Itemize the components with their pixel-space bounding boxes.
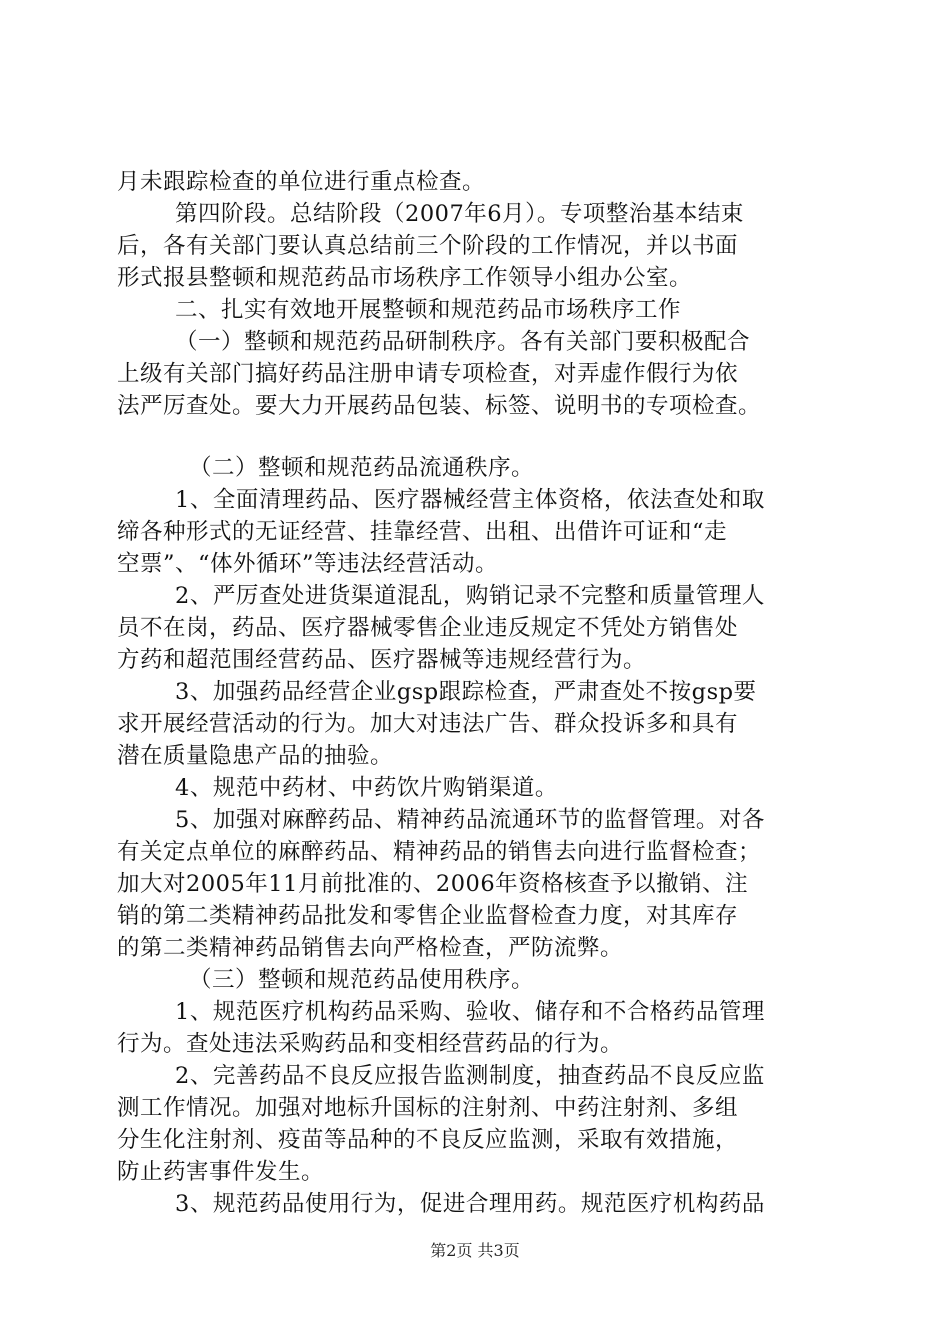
text-line: 3、规范药品使用行为，促进合理用药。规范医疗机构药品 [175, 1191, 765, 1217]
text-line: 分生化注射剂、疫苗等品种的不良反应监测，采取有效措施， [117, 1127, 739, 1153]
text-line: 销的第二类精神药品批发和零售企业监督检查力度，对其库存 [117, 903, 739, 929]
text-line: 员不在岗，药品、医疗器械零售企业违反规定不凭处方销售处 [117, 615, 739, 641]
text-line: 方药和超范围经营药品、医疗器械等违规经营行为。 [117, 647, 647, 673]
text-line: 加大对2005年11月前批准的、2006年资格核查予以撤销、注 [117, 871, 749, 897]
text-line: 求开展经营活动的行为。加大对违法广告、群众投诉多和具有 [117, 711, 739, 737]
text-line: 2、严厉查处进货渠道混乱，购销记录不完整和质量管理人 [175, 583, 765, 609]
text-line: 2、完善药品不良反应报告监测制度，抽查药品不良反应监 [175, 1063, 765, 1089]
subsection-heading: （二）整顿和规范药品流通秩序。 [189, 455, 535, 481]
text-line: 形式报县整顿和规范药品市场秩序工作领导小组办公室。 [117, 265, 693, 291]
paragraph-gap [117, 422, 837, 452]
text-line: 5、加强对麻醉药品、精神药品流通环节的监督管理。对各 [175, 807, 765, 833]
text-line: 行为。查处违法采购药品和变相经营药品的行为。 [117, 1031, 624, 1057]
text-line: 空票”、“体外循环”等违法经营活动。 [117, 551, 499, 577]
text-line: 4、规范中药材、中药饮片购销渠道。 [175, 775, 558, 801]
text-line: 潜在质量隐患产品的抽验。 [117, 743, 394, 769]
text-line: 测工作情况。加强对地标升国标的注射剂、中药注射剂、多组 [117, 1095, 739, 1121]
text-line: 的第二类精神药品销售去向严格检查，严防流弊。 [117, 935, 624, 961]
subsection-heading: （三）整顿和规范药品使用秩序。 [189, 967, 535, 993]
text-line: 1、规范医疗机构药品采购、验收、储存和不合格药品管理 [175, 999, 765, 1025]
text-line: 1、全面清理药品、医疗器械经营主体资格，依法查处和取 [175, 487, 765, 513]
subsection-heading: （一）整顿和规范药品研制秩序。各有关部门要积极配合 [175, 329, 751, 355]
text-line: 缔各种形式的无证经营、挂靠经营、出租、出借许可证和“走 [117, 519, 728, 545]
text-line: 月未跟踪检查的单位进行重点检查。 [117, 169, 486, 195]
text-line: 3、加强药品经营企业gsp跟踪检查，严肃查处不按gsp要 [175, 679, 757, 705]
section-heading: 二、扎实有效地开展整顿和规范药品市场秩序工作 [175, 297, 682, 323]
text-line: 上级有关部门搞好药品注册申请专项检查，对弄虚作假行为依 [117, 361, 739, 387]
document-body [117, 166, 837, 1220]
text-line: 后，各有关部门要认真总结前三个阶段的工作情况，并以书面 [117, 233, 739, 259]
text-line: 第四阶段。总结阶段（2007年6月）。专项整治基本结束 [175, 201, 744, 227]
page-footer: 第2页 共3页 [430, 1241, 520, 1260]
text-line: 防止药害事件发生。 [117, 1159, 325, 1185]
text-line: 有关定点单位的麻醉药品、精神药品的销售去向进行监督检查； [117, 839, 762, 865]
text-line: 法严厉查处。要大力开展药品包装、标签、说明书的专项检查。 [117, 393, 762, 419]
